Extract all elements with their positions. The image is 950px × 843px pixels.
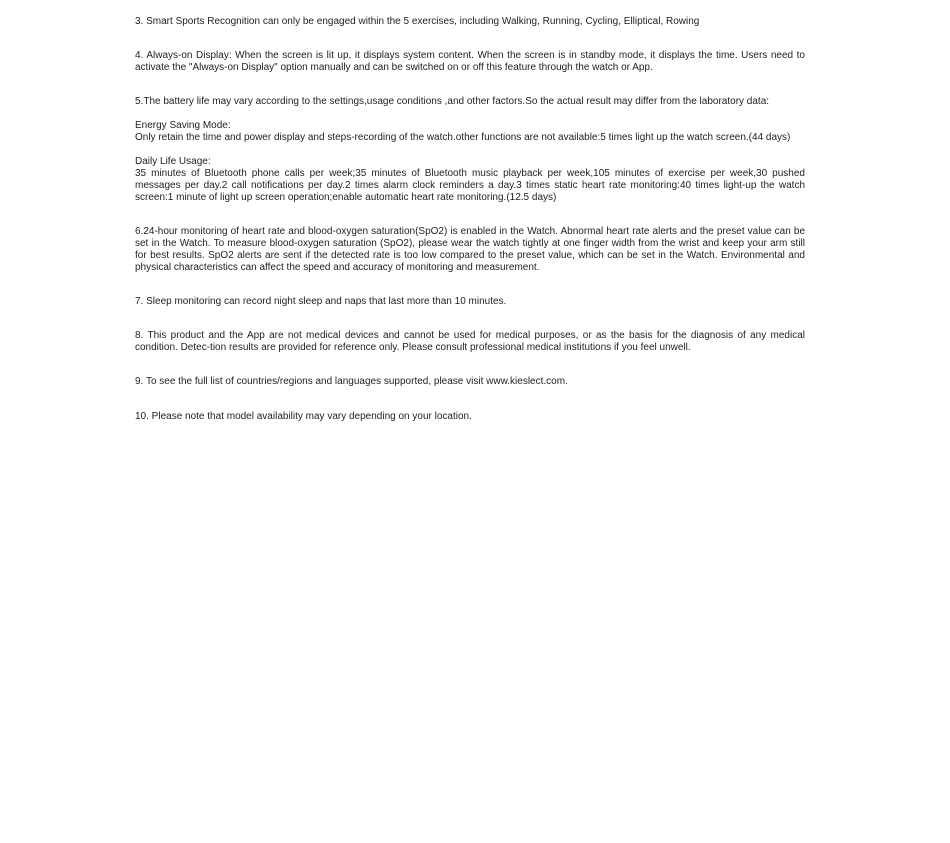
note-sleep-monitoring: 7. Sleep monitoring can record night sleep and naps that last more than 10 minutes. [135,296,507,307]
note-model-availability: 10. Please note that model availability may vary depending on your location. [135,411,472,422]
energy-saving-mode-text: Only retain the time and power display and steps-recording of the watch.other functions are not available:5 times light up the watch screen.(44 days) [135,132,791,143]
energy-saving-mode-block [135,120,805,144]
note-battery-life: 5.The battery life may vary according to the settings,usage conditions ,and other factors.So the actual result may differ from the laboratory data: [135,96,770,107]
daily-life-usage-heading: Daily Life Usage: [135,156,211,167]
footnotes-section [135,16,805,423]
note-smart-sports-recognition: 3. Smart Sports Recognition can only be engaged within the 5 exercises, including Walking, Running, Cycling, Elliptical, Rowing [135,16,700,27]
note-heart-rate-spo2: 6.24-hour monitoring of heart rate and blood-oxygen saturation(SpO2) is enabled in the Watch. Abnormal heart rate alerts and the preset value can be set in the Watch. To measure blood-oxygen saturation (SpO2), please wear the watch tightly at one finger width from the wrist and keep your arm still for best results. SpO2 alerts are sent if the detected rate is too low compared to the preset value, which can be set in the Watch. Environmental and physical characteristics can affect the speed and accuracy of monitoring and measurement. [135,226,805,273]
note-always-on-display: 4. Always-on Display: When the screen is lit up, it displays system content. When the screen is in standby mode, it displays the time. Users need to activate the "Always-on Display" option manually and can be switched on or off this feature through the watch or App. [135,50,805,73]
daily-life-usage-text: 35 minutes of Bluetooth phone calls per week;35 minutes of Bluetooth music playback per week,105 minutes of exercise per week,30 pushed messages per day.2 call notifications per day.2 times alarm clock reminders a day.3 times static heart rate monitoring:40 times light-up the watch screen:1 minute of light up screen operation;enable automatic heart rate monitoring.(12.5 days) [135,168,805,203]
note-countries-languages: 9. To see the full list of countries/regions and languages supported, please visit www.kieslect.com. [135,376,568,387]
daily-life-usage-block [135,156,805,204]
energy-saving-mode-heading: Energy Saving Mode: [135,120,231,131]
note-medical-disclaimer: 8. This product and the App are not medical devices and cannot be used for medical purposes, or as the basis for the diagnosis of any medical condition. Detec-tion results are provided for reference only. Please consult professional medical institutions if you feel unwell. [135,330,805,353]
